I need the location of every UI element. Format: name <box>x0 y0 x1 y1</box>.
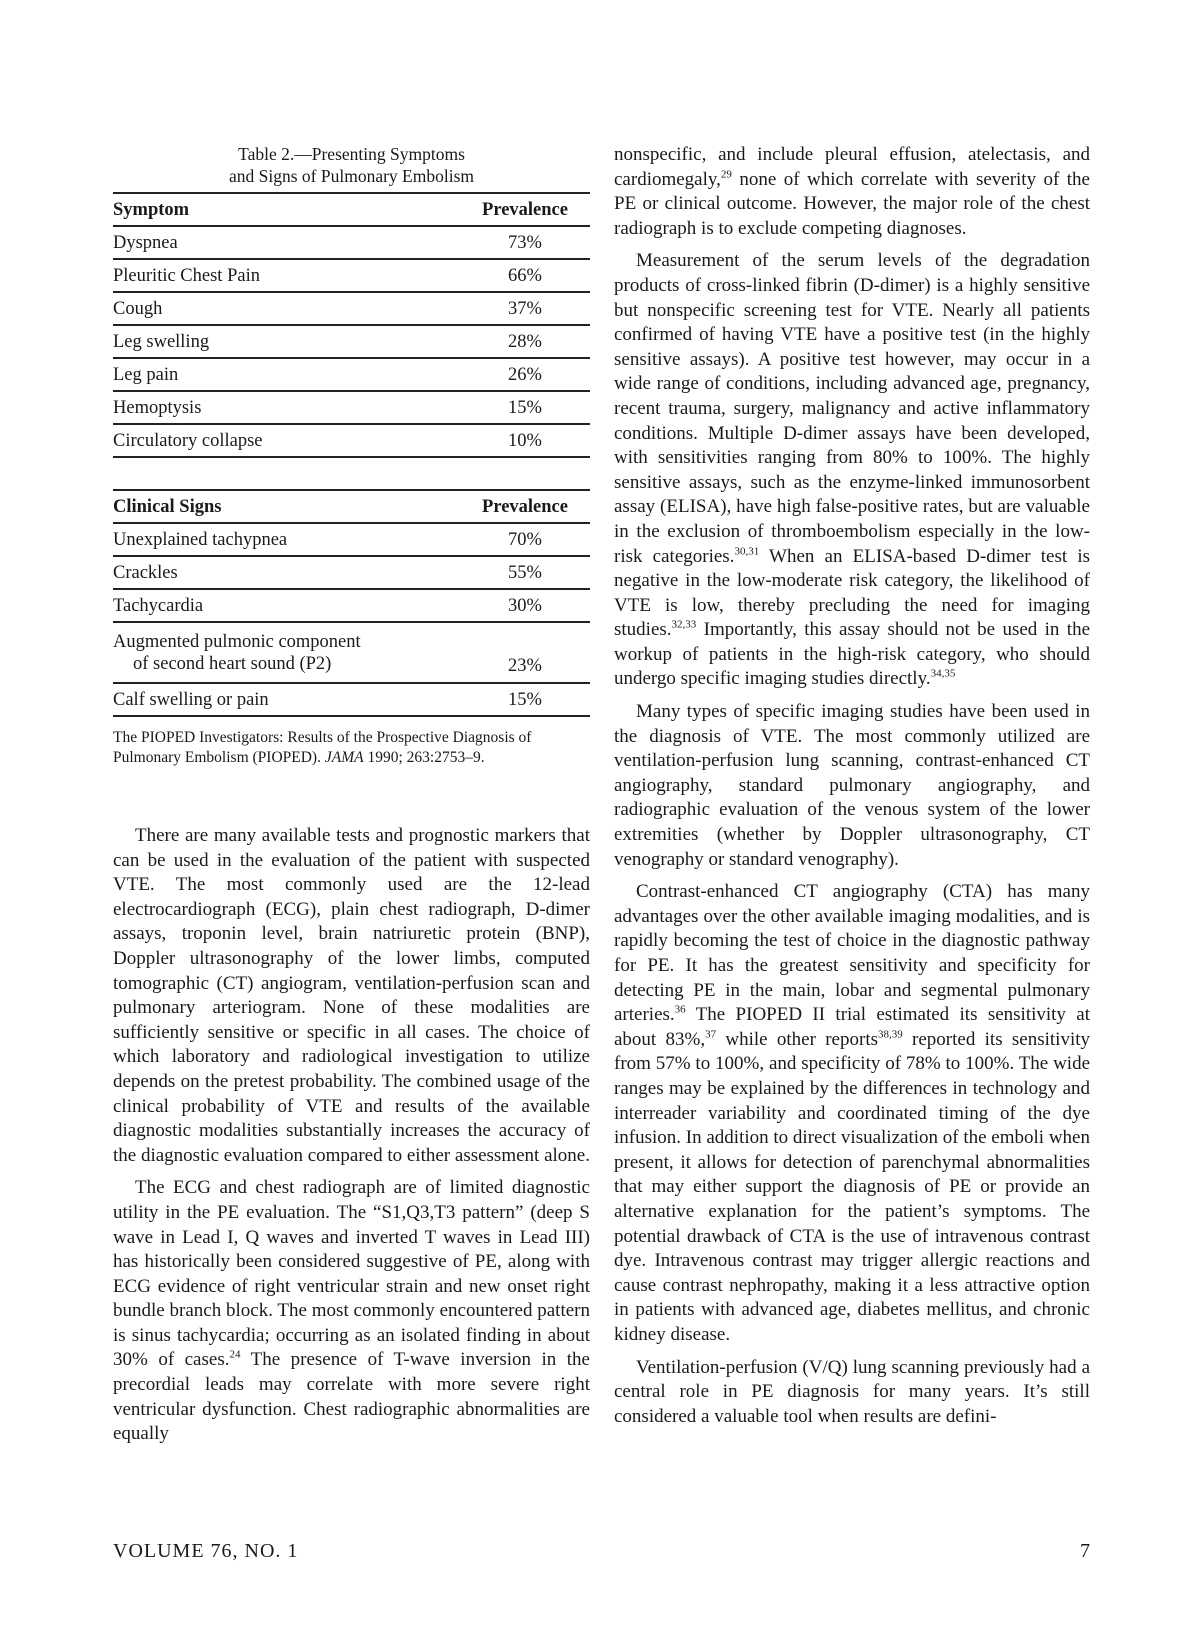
row-value: 10% <box>460 424 590 457</box>
text-span: The PIOPED II trial estimated its sensitivity at about 83%, <box>614 1004 1090 1050</box>
row-label: Leg pain <box>113 358 460 391</box>
reference-superscript: 37 <box>705 1028 717 1041</box>
row-label: Calf swelling or pain <box>113 683 460 716</box>
row-label: Unexplained tachypnea <box>113 523 460 556</box>
text-span: while other reports <box>716 1028 878 1050</box>
text-span: none of which correlate with severity of the PE or clinical outcome. However, the major role of the chest radiograph is to exclude competing diagnoses. <box>614 168 1090 239</box>
reference-superscript: 38,39 <box>878 1028 903 1041</box>
left-paragraph-2 <box>113 1176 590 1447</box>
symptom-header: Symptom <box>113 193 460 226</box>
left-column <box>113 143 590 1447</box>
row-label-line2: of second heart sound (P2) <box>133 653 332 674</box>
row-value: 26% <box>460 358 590 391</box>
row-label: Circulatory collapse <box>113 424 460 457</box>
reference-superscript: 34,35 <box>930 668 956 681</box>
row-value: 15% <box>460 391 590 424</box>
prevalence-header: Prevalence <box>460 490 590 523</box>
left-paragraph-1: There are many available tests and prognostic markers that can be used in the evaluation of the patient with suspected VTE. The most commonly used are the 12-lead electrocardiograph (ECG), plain chest radiograph, D-dimer assays, troponin level, brain natriuretic protein (BNP), Doppler ultrasonography of the lower limbs, computed tomographic (CT) angiogram, ventilation-perfusion scan and pulmonary arteriogram. None of these modalities are sufficiently sensitive or specific in all cases. The choice of which laboratory and radiological investigation to utilize depends on the pretest probability. The combined usage of the clinical probability of VTE and results of the available diagnostic modalities substantially increases the accuracy of the diagnostic evaluation compared to either assessment alone. <box>113 825 590 1166</box>
text-span: The presence of T-wave inversion in the precordial leads may correlate with more severe right ventricular dysfunction. Chest radiographic abnormalities are equally <box>113 1349 590 1445</box>
row-value: 70% <box>460 523 590 556</box>
text-span: Contrast-enhanced CT angiography (CTA) has many advantages over the other available imaging modalities, and is rapidly becoming the test of choice in the diagnostic pathway for PE. It has the greatest sensitivity and specificity for detecting PE in the main, lobar and segmental pulmonary arteries. <box>614 881 1090 1026</box>
table-row <box>113 391 590 424</box>
page-number: 7 <box>1080 1540 1090 1562</box>
table-row <box>113 424 590 457</box>
right-paragraph-3: Many types of specific imaging studies have been used in the diagnosis of VTE. The most commonly utilized are ventilation-perfusion lung scanning, contrast-enhanced CT angiography, standard pulmonary angiography, and radiographic evaluation of the venous system of the lower extremities (whether by Doppler ultrasonography, CT venography or standard venography). <box>614 701 1090 870</box>
source-text: The PIOPED Investigators: Results of the Prospective Diagnosis of Pulmonary Embolism (PIOPED). <box>113 729 532 766</box>
table-row <box>113 556 590 589</box>
row-label-line1: Augmented pulmonic component <box>113 631 361 652</box>
row-label: Cough <box>113 292 460 325</box>
reference-superscript: 29 <box>720 168 732 181</box>
table-header-row <box>113 490 590 523</box>
text-span: nonspecific, and include pleural effusion, atelectasis, and cardiomegaly, <box>614 144 1090 190</box>
right-paragraph-1 <box>614 143 1090 241</box>
row-label: Crackles <box>113 556 460 589</box>
table-caption-line1: Table 2.—Presenting Symptoms <box>238 144 465 164</box>
footer-volume: VOLUME 76, NO. 1 <box>113 1540 299 1562</box>
table-row <box>113 523 590 556</box>
row-value: 30% <box>460 589 590 622</box>
right-column <box>614 143 1090 1429</box>
prevalence-header: Prevalence <box>460 193 590 226</box>
row-value: 37% <box>460 292 590 325</box>
right-paragraph-5: Ventilation-perfusion (V/Q) lung scanning previously had a central role in PE diagnosis for many years. It’s still considered a valuable tool when results are defini- <box>614 1356 1090 1427</box>
table-row <box>113 259 590 292</box>
row-label: Dyspnea <box>113 226 460 259</box>
row-label: Hemoptysis <box>113 391 460 424</box>
reference-superscript: 24 <box>229 1349 241 1362</box>
table-row <box>113 325 590 358</box>
row-value-text: 23% <box>508 656 542 676</box>
source-cite: 1990; 263:2753–9. <box>367 749 485 766</box>
row-value: 15% <box>460 683 590 716</box>
right-paragraph-4 <box>614 880 1090 1347</box>
clinical-signs-header: Clinical Signs <box>113 490 460 523</box>
text-span: Measurement of the serum levels of the degradation products of cross-linked fibrin (D-dimer) is a highly sensitive but nonspecific screening test for VTE. Nearly all patients confirmed of having VTE have a positive test (in the highly sensitive assays). A positive test however, may occur in a wide range of conditions, including advanced age, pregnancy, recent trauma, surgery, malignancy and active inflammatory conditions. Multiple D-dimer assays have been developed, with sensitivities ranging from 80% to 100%. The highly sensitive assays, such as the enzyme-linked immunosorbent assay (ELISA), have high false-positive rates, but are valuable in the exclusion of thromboembolism especially in the low-risk categories. <box>614 250 1090 567</box>
table-row <box>113 683 590 716</box>
table-caption-line2: and Signs of Pulmonary Embolism <box>229 166 474 186</box>
row-value: 66% <box>460 259 590 292</box>
table-row <box>113 589 590 622</box>
table-header-row <box>113 193 590 226</box>
text-span: reported its sensitivity from 57% to 100%, and specificity of 78% to 100%. The wide ranges may be explained by the differences in technology and interreader variability and coordinated timing of the dye infusion. In addition to direct visualization of the emboli when present, it allows for detection of parenchymal abnormalities that may either support the diagnosis of PE or provide an alternative explanation for the patient’s symptoms. The potential drawback of CTA is the use of intravenous contrast dye. Intravenous contrast may trigger allergic reactions and cause contrast nephropathy, making it a less attractive option in patients with advanced age, diabetes mellitus, and chronic kidney disease. <box>614 1028 1091 1345</box>
row-label: Tachycardia <box>113 589 460 622</box>
reference-superscript: 32,33 <box>671 618 697 631</box>
reference-superscript: 36 <box>674 1003 686 1016</box>
row-value <box>460 622 590 683</box>
table-row <box>113 358 590 391</box>
text-span: The ECG and chest radiograph are of limited diagnostic utility in the PE evaluation. The “S1,Q3,T3 pattern” (deep S wave in Lead I, Q waves and inverted T waves in Lead III) has historically been considered suggestive of PE, along with ECG evidence of right ventricular strain and new onset right bundle branch block. The most commonly encountered pattern is sinus tachycardia; occurring as an isolated finding in about 30% of cases. <box>113 1177 590 1371</box>
row-value: 55% <box>460 556 590 589</box>
symptoms-table <box>113 192 590 717</box>
row-label: Leg swelling <box>113 325 460 358</box>
text-span: When an ELISA-based D-dimer test is negative in the low-moderate risk category, the likelihood of VTE is low, thereby precluding the need for imaging studies. <box>614 545 1090 641</box>
row-value: 73% <box>460 226 590 259</box>
table-row <box>113 226 590 259</box>
text-span: Importantly, this assay should not be used in the workup of patients in the high-risk category, who should undergo specific imaging studies directly. <box>614 619 1090 690</box>
row-label: Pleuritic Chest Pain <box>113 259 460 292</box>
source-journal: JAMA <box>324 749 364 766</box>
table-row <box>113 622 590 683</box>
row-label <box>113 622 460 683</box>
right-paragraph-2 <box>614 249 1090 692</box>
row-value: 28% <box>460 325 590 358</box>
reference-superscript: 30,31 <box>734 545 760 558</box>
table-row <box>113 292 590 325</box>
table-source-note <box>113 728 590 768</box>
table-caption <box>113 143 590 187</box>
table-spacer-row <box>113 457 590 490</box>
